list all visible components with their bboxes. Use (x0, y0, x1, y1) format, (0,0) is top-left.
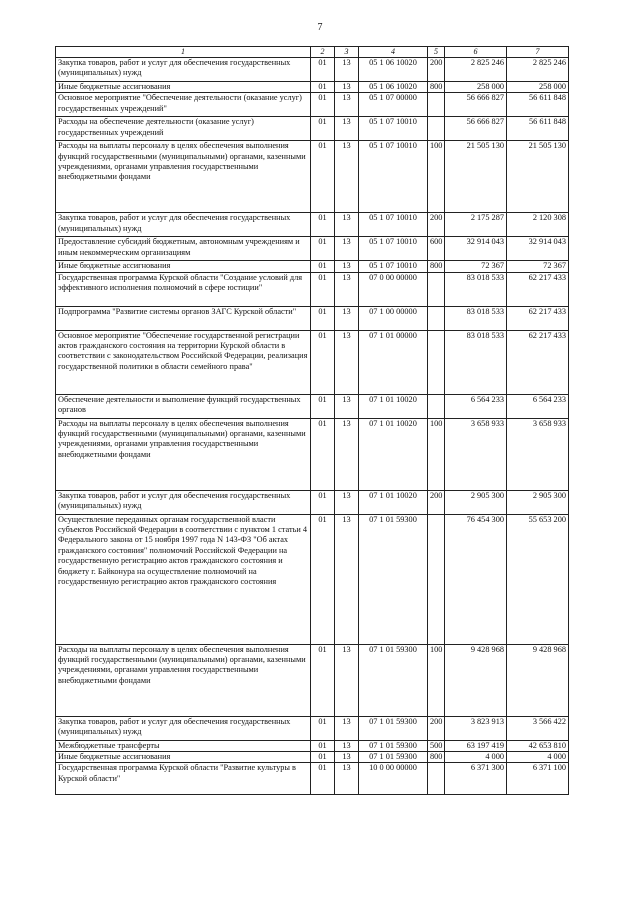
table-row (56, 490, 569, 514)
amount-col7-cell: 2 905 300 (507, 490, 569, 514)
amount-col6-cell: 76 454 300 (445, 514, 507, 644)
table-row (56, 117, 569, 141)
amount-col6-cell: 3 658 933 (445, 418, 507, 490)
section-cell: 01 (311, 261, 335, 272)
amount-col6-cell: 56 666 827 (445, 117, 507, 141)
amount-col6-cell: 258 000 (445, 82, 507, 93)
amount-col6-cell: 63 197 419 (445, 740, 507, 751)
table-row (56, 740, 569, 751)
amount-col6-cell: 21 505 130 (445, 141, 507, 213)
subsection-cell: 13 (335, 213, 359, 237)
subsection-cell: 13 (335, 272, 359, 306)
amount-col6-cell: 2 175 287 (445, 213, 507, 237)
section-cell: 01 (311, 141, 335, 213)
amount-col7-cell: 72 367 (507, 261, 569, 272)
header-col-2: 2 (311, 47, 335, 58)
subsection-cell: 13 (335, 117, 359, 141)
amount-col6-cell: 83 018 533 (445, 306, 507, 330)
expense-type-cell: 200 (428, 716, 445, 740)
section-cell: 01 (311, 514, 335, 644)
row-name-cell: Межбюджетные трансферты (56, 740, 311, 751)
amount-col6-cell: 32 914 043 (445, 237, 507, 261)
expense-type-cell: 800 (428, 261, 445, 272)
expense-type-cell: 500 (428, 740, 445, 751)
row-name-cell: Основное мероприятие "Обеспечение деятельности (оказание услуг) государственных учреждений" (56, 93, 311, 117)
section-cell: 01 (311, 716, 335, 740)
expense-type-cell: 100 (428, 418, 445, 490)
section-cell: 01 (311, 418, 335, 490)
section-cell: 01 (311, 752, 335, 763)
expense-type-cell: 200 (428, 213, 445, 237)
row-name-cell: Расходы на выплаты персоналу в целях обеспечения выполнения функций государственными (муниципальными) органами, казенными учреждениями, органами управления государственными внебюджетными фондами (56, 141, 311, 213)
table-row (56, 213, 569, 237)
expense-type-cell (428, 394, 445, 418)
amount-col6-cell: 6 371 300 (445, 763, 507, 795)
expense-type-cell: 600 (428, 237, 445, 261)
target-article-cell: 07 1 01 59300 (359, 514, 428, 644)
section-cell: 01 (311, 330, 335, 394)
table-row (56, 330, 569, 394)
target-article-cell: 05 1 07 00000 (359, 93, 428, 117)
header-col-7: 7 (507, 47, 569, 58)
subsection-cell: 13 (335, 82, 359, 93)
subsection-cell: 13 (335, 58, 359, 82)
subsection-cell: 13 (335, 514, 359, 644)
section-cell: 01 (311, 272, 335, 306)
expense-type-cell: 200 (428, 490, 445, 514)
subsection-cell: 13 (335, 644, 359, 716)
table-row (56, 418, 569, 490)
target-article-cell: 07 1 01 10020 (359, 394, 428, 418)
table-row (56, 261, 569, 272)
target-article-cell: 07 1 00 00000 (359, 306, 428, 330)
target-article-cell: 07 1 01 10020 (359, 490, 428, 514)
amount-col7-cell: 55 653 200 (507, 514, 569, 644)
amount-col7-cell: 32 914 043 (507, 237, 569, 261)
amount-col7-cell: 3 566 422 (507, 716, 569, 740)
row-name-cell: Иные бюджетные ассигнования (56, 82, 311, 93)
subsection-cell: 13 (335, 394, 359, 418)
target-article-cell: 05 1 07 10010 (359, 117, 428, 141)
table-row (56, 237, 569, 261)
expense-type-cell (428, 763, 445, 795)
amount-col7-cell: 56 611 848 (507, 117, 569, 141)
expense-type-cell: 100 (428, 644, 445, 716)
expense-type-cell: 800 (428, 82, 445, 93)
page-number: 7 (317, 22, 323, 33)
expense-type-cell (428, 330, 445, 394)
target-article-cell: 07 1 01 00000 (359, 330, 428, 394)
target-article-cell: 07 1 01 59300 (359, 716, 428, 740)
table-row (56, 752, 569, 763)
section-cell: 01 (311, 82, 335, 93)
target-article-cell: 07 0 00 00000 (359, 272, 428, 306)
expense-type-cell (428, 272, 445, 306)
subsection-cell: 13 (335, 763, 359, 795)
amount-col7-cell: 3 658 933 (507, 418, 569, 490)
section-cell: 01 (311, 93, 335, 117)
section-cell: 01 (311, 740, 335, 751)
target-article-cell: 05 1 07 10010 (359, 141, 428, 213)
subsection-cell: 13 (335, 740, 359, 751)
amount-col6-cell: 9 428 968 (445, 644, 507, 716)
amount-col7-cell: 2 825 246 (507, 58, 569, 82)
table-row (56, 93, 569, 117)
section-cell: 01 (311, 58, 335, 82)
target-article-cell: 05 1 07 10010 (359, 237, 428, 261)
amount-col7-cell: 62 217 433 (507, 306, 569, 330)
amount-col7-cell: 2 120 308 (507, 213, 569, 237)
table-row (56, 272, 569, 306)
header-col-3: 3 (335, 47, 359, 58)
row-name-cell: Государственная программа Курской области "Развитие культуры в Курской области" (56, 763, 311, 795)
row-name-cell: Закупка товаров, работ и услуг для обеспечения государственных (муниципальных) нужд (56, 58, 311, 82)
target-article-cell: 07 1 01 59300 (359, 644, 428, 716)
section-cell: 01 (311, 237, 335, 261)
target-article-cell: 07 1 01 59300 (359, 752, 428, 763)
row-name-cell: Закупка товаров, работ и услуг для обеспечения государственных (муниципальных) нужд (56, 716, 311, 740)
row-name-cell: Осуществление переданных органам государственной власти субъектов Российской Федерации в соответствии с пунктом 1 статьи 4 Федерального закона от 15 ноября 1997 года N 143-ФЗ "Об актах гражданского состояния" полномочий Российской Федерации на государственную регистрацию актов гражданского состояния и бюджету г. Байконура на осуществление полномочий на государственную регистрацию актов гражданского состояния (56, 514, 311, 644)
row-name-cell: Обеспечение деятельности и выполнение функций государственных органов (56, 394, 311, 418)
header-col-1: 1 (56, 47, 311, 58)
expense-type-cell: 800 (428, 752, 445, 763)
section-cell: 01 (311, 394, 335, 418)
amount-col7-cell: 56 611 848 (507, 93, 569, 117)
table-row (56, 763, 569, 795)
row-name-cell: Расходы на обеспечение деятельности (оказание услуг) государственных учреждений (56, 117, 311, 141)
amount-col6-cell: 56 666 827 (445, 93, 507, 117)
expense-type-cell (428, 514, 445, 644)
row-name-cell: Иные бюджетные ассигнования (56, 752, 311, 763)
subsection-cell: 13 (335, 752, 359, 763)
section-cell: 01 (311, 213, 335, 237)
subsection-cell: 13 (335, 306, 359, 330)
target-article-cell: 05 1 07 10010 (359, 261, 428, 272)
expense-type-cell: 100 (428, 141, 445, 213)
amount-col7-cell: 62 217 433 (507, 330, 569, 394)
budget-table (55, 46, 569, 795)
amount-col7-cell: 42 653 810 (507, 740, 569, 751)
row-name-cell: Иные бюджетные ассигнования (56, 261, 311, 272)
expense-type-cell (428, 306, 445, 330)
subsection-cell: 13 (335, 716, 359, 740)
subsection-cell: 13 (335, 490, 359, 514)
subsection-cell: 13 (335, 418, 359, 490)
section-cell: 01 (311, 117, 335, 141)
table-row (56, 644, 569, 716)
row-name-cell: Основное мероприятие "Обеспечение государственной регистрации актов гражданского состояния на территории Курской области в соответствии с законодательством Российской Федерации, реализация государственной политики в области семейного права" (56, 330, 311, 394)
amount-col6-cell: 83 018 533 (445, 272, 507, 306)
header-row (56, 47, 569, 58)
table-row (56, 514, 569, 644)
amount-col6-cell: 83 018 533 (445, 330, 507, 394)
header-col-5: 5 (428, 47, 445, 58)
row-name-cell: Государственная программа Курской области "Создание условий для эффективного исполнения полномочий в сфере юстиции" (56, 272, 311, 306)
amount-col7-cell: 21 505 130 (507, 141, 569, 213)
target-article-cell: 07 1 01 10020 (359, 418, 428, 490)
section-cell: 01 (311, 644, 335, 716)
table-row (56, 82, 569, 93)
expense-type-cell (428, 117, 445, 141)
amount-col7-cell: 9 428 968 (507, 644, 569, 716)
target-article-cell: 05 1 06 10020 (359, 82, 428, 93)
target-article-cell: 10 0 00 00000 (359, 763, 428, 795)
expense-type-cell (428, 93, 445, 117)
row-name-cell: Расходы на выплаты персоналу в целях обеспечения выполнения функций государственными (муниципальными) органами, казенными учреждениями, органами управления государственными внебюджетными фондами (56, 644, 311, 716)
table-row (56, 716, 569, 740)
expense-type-cell: 200 (428, 58, 445, 82)
section-cell: 01 (311, 306, 335, 330)
amount-col7-cell: 258 000 (507, 82, 569, 93)
amount-col7-cell: 62 217 433 (507, 272, 569, 306)
target-article-cell: 05 1 07 10010 (359, 213, 428, 237)
row-name-cell: Расходы на выплаты персоналу в целях обеспечения выполнения функций государственными (муниципальными) органами, казенными учреждениями, органами управления государственными внебюджетными фондами (56, 418, 311, 490)
row-name-cell: Подпрограмма "Развитие системы органов ЗАГС Курской области" (56, 306, 311, 330)
amount-col7-cell: 6 564 233 (507, 394, 569, 418)
subsection-cell: 13 (335, 141, 359, 213)
subsection-cell: 13 (335, 261, 359, 272)
table-row (56, 306, 569, 330)
amount-col6-cell: 72 367 (445, 261, 507, 272)
subsection-cell: 13 (335, 237, 359, 261)
table-row (56, 141, 569, 213)
section-cell: 01 (311, 763, 335, 795)
amount-col7-cell: 4 000 (507, 752, 569, 763)
amount-col6-cell: 4 000 (445, 752, 507, 763)
header-col-4: 4 (359, 47, 428, 58)
amount-col6-cell: 6 564 233 (445, 394, 507, 418)
section-cell: 01 (311, 490, 335, 514)
target-article-cell: 05 1 06 10020 (359, 58, 428, 82)
table-row (56, 394, 569, 418)
subsection-cell: 13 (335, 330, 359, 394)
row-name-cell: Закупка товаров, работ и услуг для обеспечения государственных (муниципальных) нужд (56, 490, 311, 514)
amount-col6-cell: 2 905 300 (445, 490, 507, 514)
table-row (56, 58, 569, 82)
target-article-cell: 07 1 01 59300 (359, 740, 428, 751)
amount-col6-cell: 3 823 913 (445, 716, 507, 740)
row-name-cell: Предоставление субсидий бюджетным, автономным учреждениям и иным некоммерческим организациям (56, 237, 311, 261)
header-col-6: 6 (445, 47, 507, 58)
amount-col6-cell: 2 825 246 (445, 58, 507, 82)
row-name-cell: Закупка товаров, работ и услуг для обеспечения государственных (муниципальных) нужд (56, 213, 311, 237)
amount-col7-cell: 6 371 100 (507, 763, 569, 795)
subsection-cell: 13 (335, 93, 359, 117)
